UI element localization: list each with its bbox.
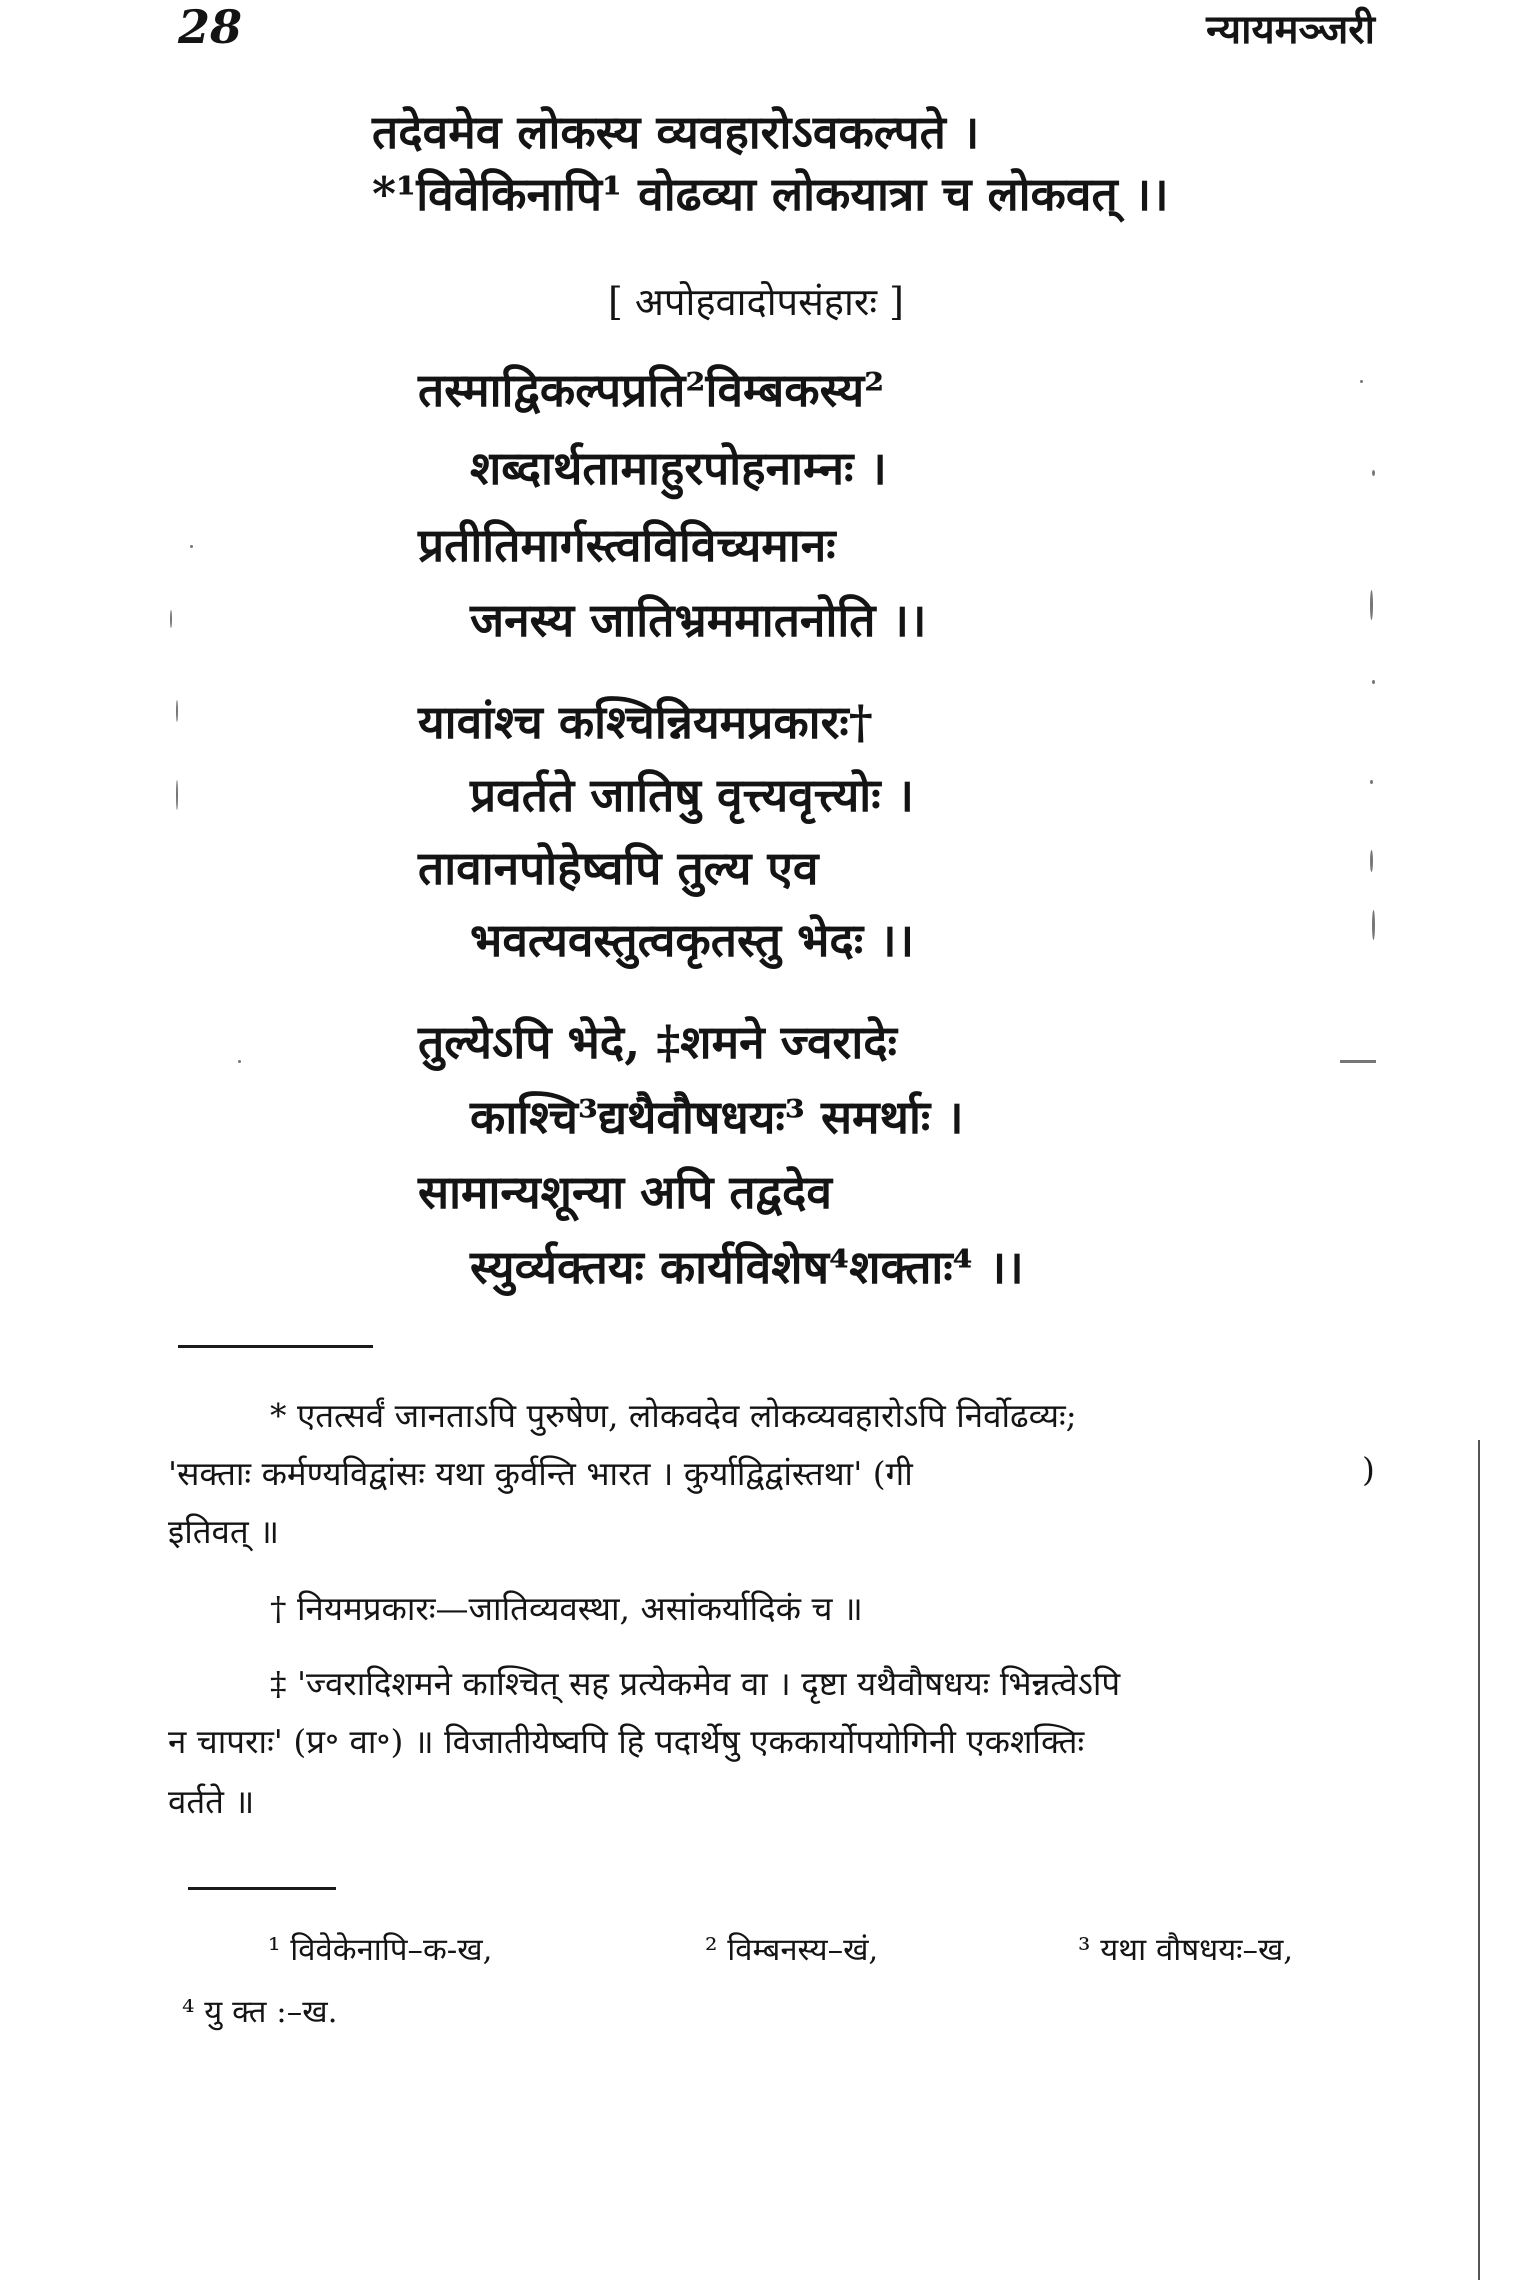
note-ddagger-line-2: न चापराः' (प्र॰ वा॰) ॥ विजातीयेष्वपि हि पदार्थेषु एककार्योपयोगिनी एकशक्तिः bbox=[168, 1722, 1085, 1761]
scan-speck bbox=[190, 545, 193, 548]
stanza2-line-4: भवत्यवस्तुत्वकृतस्तु भेदः ।। bbox=[470, 913, 915, 967]
note-star-line-2: 'सक्ताः कर्मण्यविद्वांसः यथा कुर्वन्ति भारत । कुर्याद्विद्वांस्तथा' (गी bbox=[168, 1454, 913, 1493]
note-star-line-3: इतिवत् ॥ bbox=[168, 1512, 279, 1551]
scan-speck bbox=[1372, 470, 1375, 476]
scan-speck bbox=[238, 1060, 241, 1063]
scan-margin-line bbox=[1478, 1440, 1480, 2280]
section-heading: [ अपोहवादोपसंहारः ] bbox=[608, 280, 904, 324]
stanza2-line-3: तावानपोहेष्वपि तुल्य एव bbox=[418, 841, 819, 895]
note-ddagger-line-1: ‡ 'ज्वरादिशमने काश्चित् सह प्रत्येकमेव वा । दृष्टा यथैवौषधयः भिन्नत्वेऽपि bbox=[270, 1664, 1121, 1703]
variant-2: ² विम्बनस्य–खं, bbox=[705, 1932, 879, 1968]
scan-speck bbox=[176, 700, 178, 722]
note-star-line-2-close: ) bbox=[1362, 1450, 1375, 1489]
variant-4-mark: ⁴ bbox=[182, 1994, 195, 2030]
variant-3: ³ यथा वौषधयः–ख, bbox=[1078, 1932, 1294, 1968]
scan-speck bbox=[176, 780, 178, 810]
variant-1: ¹ विवेकेनापि–क-ख, bbox=[268, 1932, 493, 1968]
scan-speck bbox=[1372, 680, 1375, 684]
scan-speck bbox=[1370, 590, 1373, 620]
variant-4-text: यु क्त :–ख. bbox=[204, 1994, 338, 2030]
verse-line-2: *¹विवेकिनापि¹ वोढव्या लोकयात्रा च लोकवत् ।। bbox=[372, 167, 1169, 221]
stanza1-line-4: जनस्य जातिभ्रममातनोति ।। bbox=[470, 593, 927, 647]
stanza1-line-3: प्रतीतिमार्गस्त्वविविच्यमानः bbox=[418, 518, 836, 572]
variants-rule bbox=[188, 1887, 336, 1890]
stanza2-line-2: प्रवर्तते जातिषु वृत्त्यवृत्त्योः । bbox=[470, 768, 914, 822]
scan-speck bbox=[170, 610, 172, 628]
scan-speck bbox=[1370, 850, 1373, 872]
scan-speck bbox=[1372, 910, 1375, 940]
stanza2-line-1: यावांश्च कश्चिन्नियमप्रकारः† bbox=[418, 695, 873, 749]
scan-speck bbox=[1340, 1060, 1376, 1063]
stanza3-line-3: सामान्यशून्या अपि तद्वदेव bbox=[418, 1165, 833, 1219]
note-dagger: † नियमप्रकारः—जातिव्यवस्था, असांकर्यादिकं च ॥ bbox=[270, 1589, 863, 1628]
stanza1-line-2: शब्दार्थतामाहुरपोहनाम्नः । bbox=[470, 441, 887, 495]
stanza1-line-1: तस्माद्विकल्पप्रति²विम्बकस्य² bbox=[418, 363, 885, 417]
note-ddagger-line-3: वर्तते ॥ bbox=[168, 1782, 255, 1821]
stanza3-line-1: तुल्येऽपि भेदे, ‡शमने ज्वरादेः bbox=[418, 1015, 897, 1069]
scan-speck bbox=[1360, 380, 1363, 383]
page-number: 28 bbox=[178, 0, 243, 54]
note-star-line-1: * एतत्सर्वं जानताऽपि पुरुषेण, लोकवदेव लोकव्यवहारोऽपि निर्वोढव्यः; bbox=[270, 1396, 1077, 1435]
running-title: न्यायमञ्जरी bbox=[1206, 6, 1375, 53]
scan-speck bbox=[1370, 780, 1373, 784]
stanza3-line-2: काश्चि³द्यथैवौषधयः³ समर्थाः । bbox=[470, 1090, 964, 1144]
variant-4 bbox=[182, 1990, 337, 2032]
verse-line-1: तदेवमेव लोकस्य व्यवहारोऽवकल्पते । bbox=[372, 105, 980, 159]
stanza3-line-4: स्युर्व्यक्तयः कार्यविशेष⁴शक्ताः⁴ ।। bbox=[470, 1240, 1024, 1294]
footnote-rule bbox=[178, 1345, 373, 1348]
